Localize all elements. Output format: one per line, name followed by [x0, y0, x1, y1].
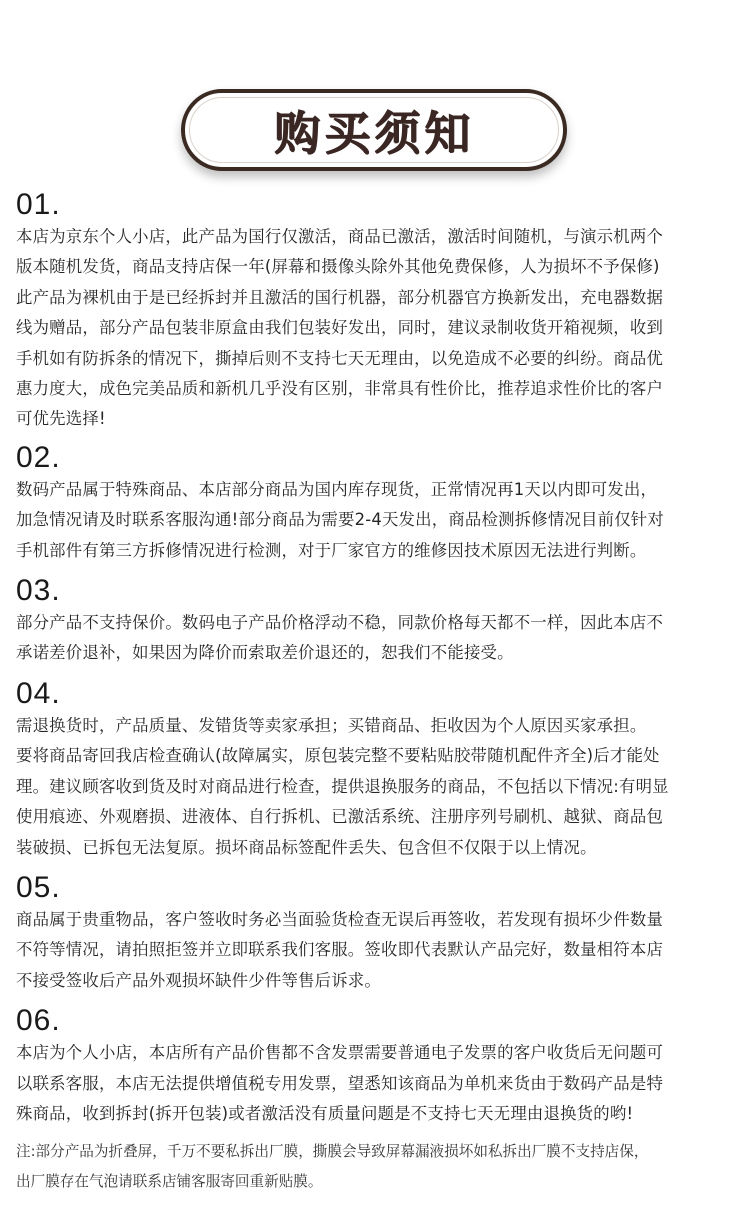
section-text: 部分产品不支持保价。数码电子产品价格浮动不稳，同款价格每天都不一样，因此本店不 承诺差价退补，如果因为降价而索取差价退还的，恕我们不能接受。: [16, 613, 664, 663]
section-text: 本店为个人小店，本店所有产品价售都不含发票需要普通电子发票的客户收货后无问题可 以联系客服，本店无法提供增值税专用发票，望悉知该商品为单机来货由于数码产品是特 殊商品，收到拆封(拆开包装)或者激活没有质量问题是不支持七天无理由退换货的哟!: [16, 1043, 664, 1123]
section-text: 数码产品属于特殊商品、本店部分商品为国内库存现货，正常情况再1天以内即可发出， 加急情况请及时联系客服沟通!部分商品为需要2-4天发出，商品检测拆修情况目前仅针对 手机部件有第三方拆修情况进行检测，对于厂家官方的维修因技术原因无法进行判断。: [16, 479, 664, 560]
section-number: 03.: [16, 574, 61, 608]
section-06: [16, 1004, 738, 1129]
footnote: 注:部分产品为折叠屏，千万不要私拆出厂膜，撕膜会导致屏幕漏液损坏如私拆出厂膜不支持店保， 出厂膜存在气泡请联系店铺客服寄回重新贴膜。: [16, 1143, 649, 1191]
section-04: [16, 677, 738, 863]
section-number: 02.: [16, 440, 61, 474]
section-text: 商品属于贵重物品，客户签收时务必当面验货检查无误后再签收，若发现有损坏少件数量 不符等情况，请拍照拒签并立即联系我们客服。签收即代表默认产品完好，数量相符本店 不接受签收后产品外观损坏缺件少件等售后诉求。: [16, 909, 664, 990]
section-01: [16, 188, 738, 435]
page-title: 购买须知: [274, 106, 474, 160]
section-number: 06.: [16, 1004, 61, 1038]
section-number: 05.: [16, 870, 61, 904]
section-02: [16, 441, 738, 566]
section-text: 本店为京东个人小店，此产品为国行仅激活，商品已激活，激活时间随机，与演示机两个 版本随机发货，商品支持店保一年(屏幕和摄像头除外其他免费保修，人为损坏不予保修) 此产品为裸机由于是已经拆封并且激活的国行机器，部分机器官方换新发出，充电器数据 线为赠品，部分产品包装非原盒由我们包装好发出，同时，建议录制收货开箱视频，收到 手机如有防拆条的情况下，撕掉后则不支持七天无理由，以免造成不必要的纠纷。商品优 惠力度大，成色完美品质和新机几乎没有区别，非常具有性价比，推荐追求性价比的客户 可优先选择!: [16, 227, 664, 429]
notice-content: [16, 188, 738, 1197]
section-05: [16, 871, 738, 996]
section-03: [16, 574, 738, 669]
section-number: 01.: [16, 188, 61, 221]
section-text: 需退换货时，产品质量、发错货等卖家承担；买错商品、拒收因为个人原因买家承担。 要将商品寄回我店检查确认(故障属实，原包装完整不要粘贴胶带随机配件齐全)后才能处 理。建议顾客收到货及时对商品进行检查，提供退换服务的商品，不包括以下情况:有明显 使用痕迹、外观磨损、进液体、自行拆机、已激活系统、注册序列号刷机、越狱、商品包 装破损、已拆包无法复原。损坏商品标签配件丢失、包含但不仅限于以上情况。: [16, 715, 669, 857]
title-banner: [181, 89, 567, 171]
section-number: 04.: [16, 676, 61, 710]
